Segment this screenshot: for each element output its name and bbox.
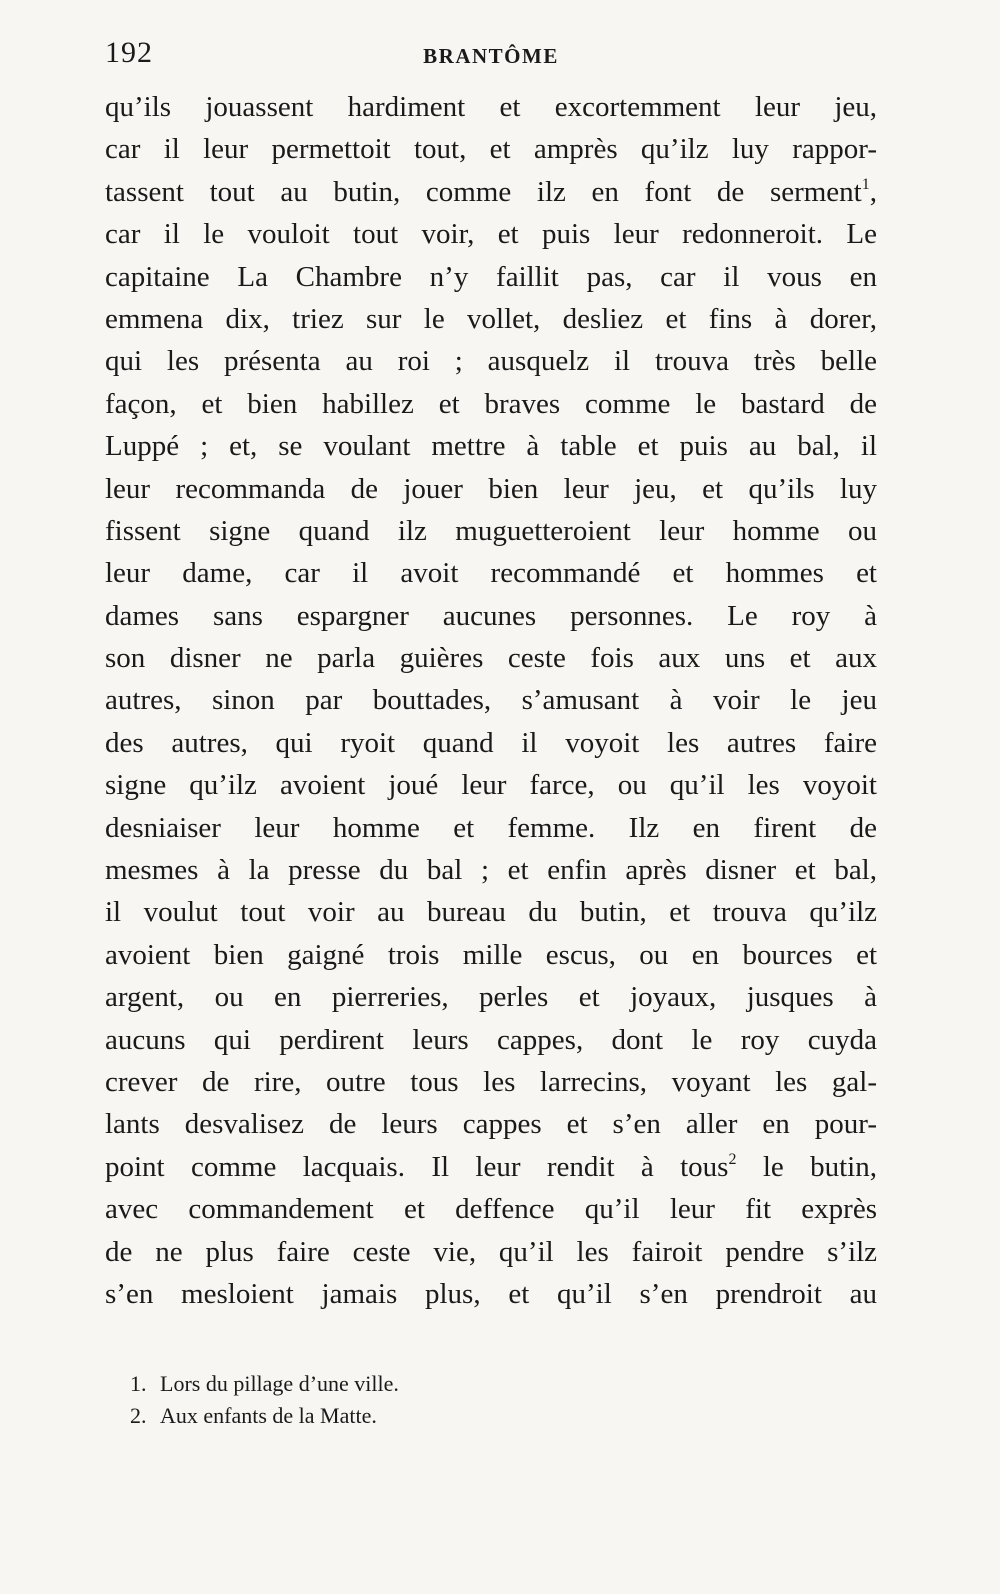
text-line: [105, 383, 877, 425]
text-line-tail: le butin,: [736, 1150, 877, 1183]
text-line: [105, 637, 877, 679]
text-line: [105, 1019, 877, 1061]
footnote-marker: 2: [728, 1150, 737, 1168]
text-line-content: avoient bien gaigné trois mille escus, ou en bources et: [105, 938, 877, 971]
text-line-content: des autres, qui ryoit quand il voyoit les autres faire: [105, 726, 877, 759]
text-line-content: car il leur permettoit tout, et amprès qu’ilz luy rappor-: [105, 133, 877, 166]
text-line: [105, 764, 877, 806]
text-line: [105, 934, 877, 976]
text-line: [105, 722, 877, 764]
footnote-text: Aux enfants de la Matte.: [160, 1403, 377, 1428]
text-line: [105, 298, 877, 340]
page-number: 192: [105, 36, 153, 69]
text-line: [105, 468, 877, 510]
text-line: [105, 213, 877, 255]
text-line-content: son disner ne parla guières ceste fois aux uns et aux: [105, 642, 877, 675]
text-line-content: autres, sinon par bouttades, s’amusant à voir le jeu: [105, 684, 877, 717]
text-line-content: desniaiser leur homme et femme. Ilz en firent de: [105, 811, 877, 844]
text-line-content: fissent signe quand ilz muguetteroient leur homme ou: [105, 514, 877, 547]
text-line: [105, 807, 877, 849]
footnote: [130, 1400, 870, 1432]
text-line-content: mesmes à la presse du bal ; et enfin après disner et bal,: [105, 854, 877, 887]
text-line-content: Luppé ; et, se voulant mettre à table et puis au bal, il: [105, 430, 877, 463]
text-line-tail: ,: [869, 175, 877, 208]
text-line-content: tassent tout au butin, comme ilz en font de serment: [105, 175, 862, 208]
text-line: [105, 976, 877, 1018]
text-line-content: qu’ils jouassent hardiment et excortemment leur jeu,: [105, 91, 877, 123]
text-line-content: car il le vouloit tout voir, et puis leur redonneroit. Le: [105, 218, 877, 251]
text-line-content: point comme lacquais. Il leur rendit à tous: [105, 1150, 729, 1183]
text-line-content: signe qu’ilz avoient joué leur farce, ou qu’il les voyoit: [105, 769, 877, 802]
text-line-content: façon, et bien habillez et braves comme le bastard de: [105, 387, 877, 420]
footnote-number: 2.: [130, 1403, 147, 1428]
footnote-number: 1.: [130, 1371, 147, 1396]
text-line-content: qui les présenta au roi ; ausquelz il trouva très belle: [105, 345, 877, 378]
body-text: [105, 86, 877, 1315]
footnote-text: Lors du pillage d’une ville.: [160, 1371, 399, 1396]
text-line: [105, 1273, 877, 1315]
text-line: [105, 340, 877, 382]
footnote: [130, 1368, 870, 1400]
text-line-content: leur recommanda de jouer bien leur jeu, et qu’ils luy: [105, 472, 877, 505]
footnote-marker: 1: [861, 175, 870, 193]
footnotes: [130, 1368, 870, 1432]
text-line-content: crever de rire, outre tous les larrecins, voyant les gal-: [105, 1065, 877, 1098]
text-line-content: leur dame, car il avoit recommandé et hommes et: [105, 557, 877, 590]
text-line: [105, 86, 877, 128]
text-line-content: aucuns qui perdirent leurs cappes, dont le roy cuyda: [105, 1023, 877, 1056]
text-line: [105, 1231, 877, 1273]
text-line-content: lants desvalisez de leurs cappes et s’en aller en pour-: [105, 1108, 877, 1141]
running-head: BRANTÔME: [423, 44, 559, 68]
text-line: [105, 679, 877, 721]
text-line: [105, 595, 877, 637]
text-line: [105, 256, 877, 298]
text-line: [105, 128, 877, 170]
text-line-content: s’en mesloient jamais plus, et qu’il s’en prendroit au: [105, 1277, 877, 1310]
text-line: [105, 891, 877, 933]
text-line: [105, 510, 877, 552]
text-line-content: il voulut tout voir au bureau du butin, et trouva qu’ilz: [105, 896, 877, 929]
text-line-content: de ne plus faire ceste vie, qu’il les fairoit pendre s’ilz: [105, 1235, 877, 1268]
text-line: [105, 171, 877, 213]
text-line: [105, 1146, 877, 1188]
page-header: [105, 36, 877, 76]
text-line: [105, 1103, 877, 1145]
text-line-content: emmena dix, triez sur le vollet, desliez et fins à dorer,: [105, 302, 877, 335]
text-line: [105, 849, 877, 891]
text-line-content: avec commandement et deffence qu’il leur fit exprès: [105, 1193, 877, 1226]
text-line-content: dames sans espargner aucunes personnes. Le roy à: [105, 599, 877, 632]
text-line: [105, 552, 877, 594]
text-line: [105, 425, 877, 467]
text-line-content: argent, ou en pierreries, perles et joyaux, jusques à: [105, 981, 877, 1014]
text-line: [105, 1061, 877, 1103]
text-line: [105, 1188, 877, 1230]
text-line-content: capitaine La Chambre n’y faillit pas, car il vous en: [105, 260, 877, 293]
